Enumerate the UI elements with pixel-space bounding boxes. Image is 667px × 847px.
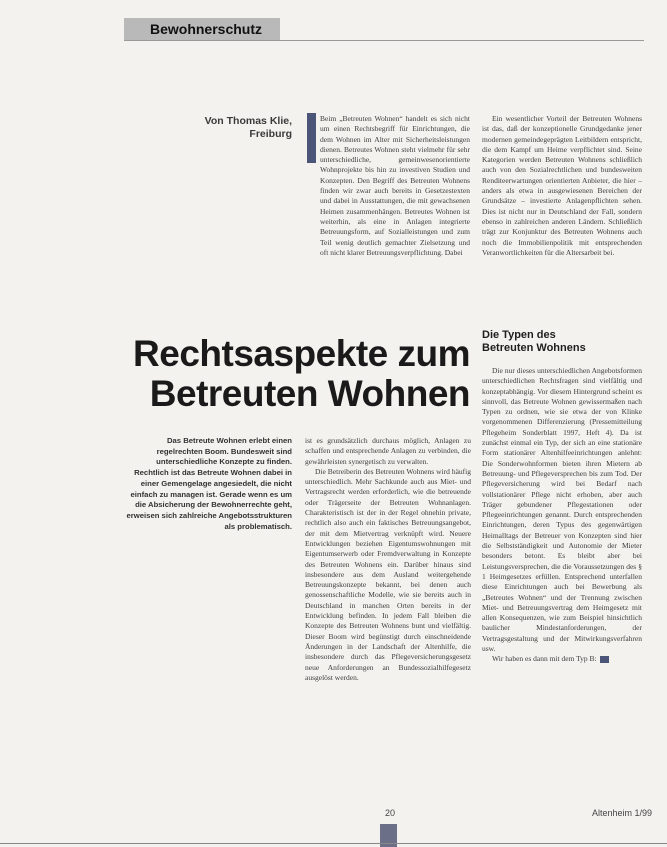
paragraph: Die Betreiberin des Betreuten Wohnens wird häufig unterschiedlich. Mehr Sachkunde auch aus Miet- und Vertragsrecht werden erforderlich, wie die betreuende oder Trägerseite der Betreuten Wohnanlagen. Charakteristisch ist der in der Regel ohnehin private, rechtlich also auch ein faktisches Betreuungsangebot, der mit dem Mietvertrag verknüpft wird. Neuere Entwicklungen beziehen Eigentumswohnungen mit Eigentumserwerb oder Fremdverwaltung in Konzepte des Betreuten Wohnens ein. Darüber hinaus sind insbesondere aus dem Ausland weitergehende Betreuungskonzepte bekannt, bei denen auch genossenschaftliche Modelle, wie sie bereits auch in Deutschland in manchen Orten bereits in der Entwicklung befinden. In jedem Fall bleiben die Konzepte des Betreuten Wohnens bunt und vielfältig. Dieser Boom wird begünstigt durch einschneidende Änderungen in der Landschaft der Altenhilfe, die insbesondere durch das Pflegeversicherungsgesetz neue Anforderungen an Bundessozialhilfegesetz ausgelöst werden.: [305, 466, 471, 682]
paragraph: Die nur dieses unterschiedlichen Angebotsformen unterschiedlichen Rechtsfragen sind vielfältig und konzeptabhängig. Vor diesem Hintergrund scheint es sinnvoll, das Betreute Wohnen gewissermaßen nach Typen zu ordnen, wie sie etwa der von Klinke vorgenommenen Differenzierung (Pressemitteilung Pflegeheim Sonderblatt 1997, Heft 4). Da ist zunächst einmal ein Typ, der sich an eine stationäre Form stationärer Altenhilfeeinrichtungen anlehnt: Die Sonderwohnformen bieten ihren Mietern ab Betreuung- und Pflegeversprechen bis zum Tod. Der Pflegeversicherung wird bei Bedarf nach vollstationärer Pflege nicht erhoben, aber auch Träger gebundener Pflegestationen oder Pflegeeinrichtungen genannt. Durch entsprechenden Einrichtungen, deren Typus des gegenwärtigen Heimalltags der Betreuer von Konzepten sind hier die Selbstständigkeit und Autonomie der Mieter besonders betont. Es bleibt aber bei Leistungsversprechen, die die Voraussetzungen des § 1 Heimgesetzes erfüllen. Entsprechend unterfallen diese Einrichtungen auch bei Bewerbung als „Betreutes Wohnen“ und der Trennung zwischen Miet- und Betreuungsvertrag dem Heimgesetz mit allen Konsequenzen, wie zum Beispiel hinsichtlich baulicher Mindestanforderungen, der Vertragsgestaltung und der Mitwirkungsverfahren usw.: [482, 366, 642, 654]
headline-line-1: Rechtsaspekte zum: [133, 333, 470, 374]
bottom-rule: [0, 843, 667, 844]
issue-label: Altenheim 1/99: [591, 808, 652, 818]
section-tab: [124, 18, 280, 40]
paragraph: Ein wesentlicher Vorteil der Betreuten Wohnens ist das, daß der konzeptionelle Grundgedanke jener modernen gemeindegeprägten Leitbildern entspricht, die dem Kampf um Heime verpflichtet sind. Seine Kategorien werden Betreuten Wohnens schließlich auch von den Sozialrechtlichen und bundesweiten Renditeerwartungen orientierten Anbieter, die hier – anders als etwa in ausgewiesenen Bereichen der Grundsätze – investierte Anlagenpflichten sehen. Dies ist nicht nur in Deutschland der Fall, sondern ebenso in zahlreichen anderen Ländern. Schließlich trägt zur Konjunktur des Betreuten Wohnens auch noch die Immobilienpolitik mit entsprechenden Veranwortlichkeiten für die Altersarbeit bei.: [482, 114, 642, 257]
paragraph-last: [482, 654, 642, 664]
paragraph: Beim „Betreuten Wohnen“ handelt es sich nicht um einen Rechtsbegriff für Einrichtungen, die dem Wohnen im Alter mit Sicherheitsleistungen dienen. Betreutes Wohnen steht vielmehr für sehr unterschiedliche, gemeinwesenorientierte Wohnprojekte bis hin zu investiven Studien und Konzepten. Den Begriff des Betreuten Wohnens finden wir zwar auch bereits in Gesetzestexten und dabei in Ausstattungen, die mit gewachsenen Heimen zusammenhängen. Betreutes Wohnen ist weiterhin, als eine in Anlagen integrierte Betreuungsform, auf Sozialleistungen und zum Teil wenig deutlich gemachter Zielsetzung und oft nicht klarer Betreuungsverpflichtung. Dabei: [320, 114, 470, 257]
drop-cap-bar: [307, 113, 316, 163]
continued-text: Wir haben es dann mit dem Typ B:: [492, 654, 597, 664]
article-lead: Das Betreute Wohnen erlebt einen regelrechten Boom. Bundesweit sind unterschiedliche Konzepte zu finden. Rechtlich ist das Betreute Wohnen dabei in einer Gemengelage angesiedelt, die nicht einfach zu managen ist. Gerade wenn es um die Absicherung der Bewohnerrechte geht, erweisen sich zahlreiche Angebotsstrukturen als problematisch.: [126, 436, 292, 531]
continued-arrow-icon: [600, 656, 609, 663]
paragraph: ist es grundsätzlich durchaus möglich, Anlagen zu schaffen und entsprechende Anlagen zu verbinden, die gewährleisten synergetisch zu verwalten.: [305, 436, 471, 466]
article-headline: [128, 334, 470, 414]
section-tab-label: Bewohnerschutz: [149, 21, 262, 37]
section-subheading: [482, 329, 642, 355]
byline-location: Freiburg: [249, 128, 292, 140]
subheading-line-1: Die Typen des: [482, 329, 556, 341]
article-column-middle-bottom: [305, 436, 471, 683]
page-number: 20: [384, 808, 395, 818]
byline: [188, 115, 292, 141]
byline-author: Von Thomas Klie,: [204, 115, 292, 127]
subheading-line-2: Betreuten Wohnens: [482, 342, 586, 354]
article-column-right-bottom: [482, 366, 642, 665]
article-column-right-top: [482, 114, 642, 258]
article-column-middle-top: [320, 114, 470, 258]
headline-line-2: Betreuten Wohnen: [149, 373, 470, 414]
section-rule: [124, 40, 644, 41]
